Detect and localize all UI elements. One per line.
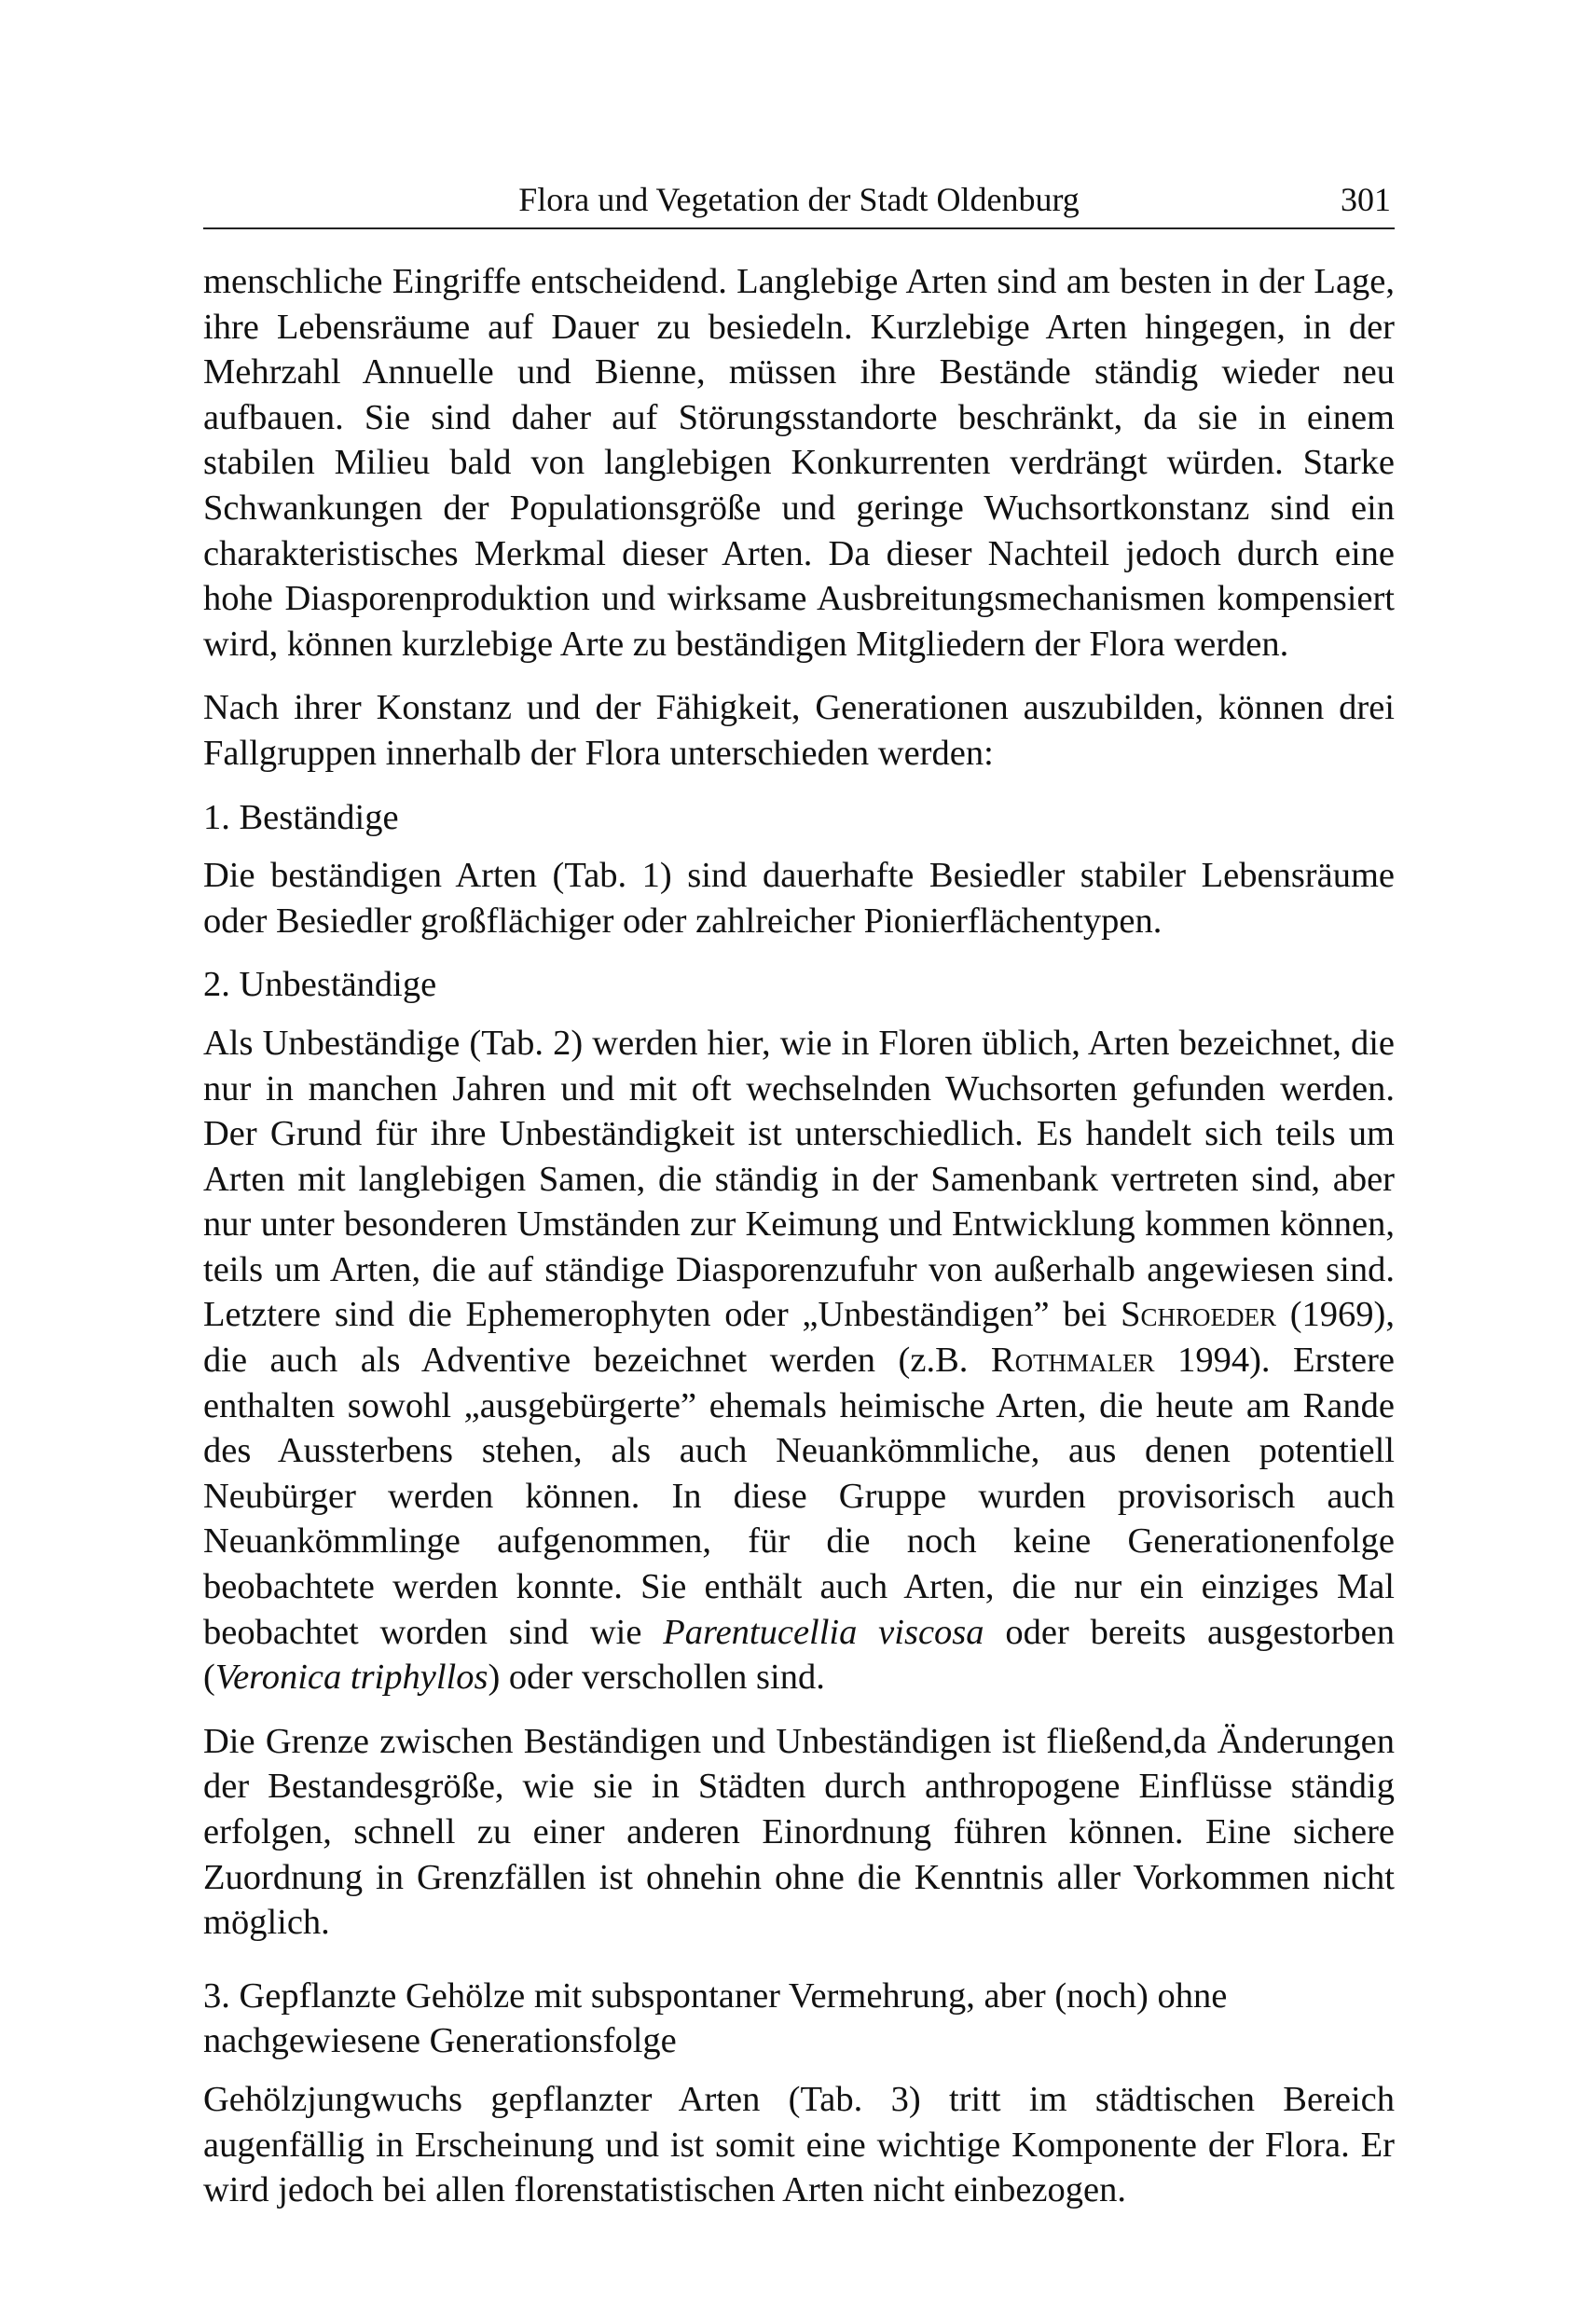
text-segment: (1969), die auch als Adventive bezeichnet werden (z.B. xyxy=(203,1295,1396,1381)
species-name: Veronica triphyllos xyxy=(214,1658,488,1698)
paragraph-unbestaendige xyxy=(203,1021,1395,1700)
paragraph-case-groups: Nach ihrer Konstanz und der Fähigkeit, Generationen auszubilden, können drei Fallgruppen innerhalb der Flora unterschieden werden: xyxy=(203,688,1395,773)
paragraph-bestaendige: Die beständigen Arten (Tab. 1) sind dauerhafte Besiedler stabiler Lebensräume oder Besiedler großflächiger oder zahlreicher Pionierflächentypen. xyxy=(203,856,1395,941)
paragraph-lifespan: menschliche Eingriffe entscheidend. Langlebige Arten sind am besten in der Lage, ihre Lebensräume auf Dauer zu besiedeln. Kurzlebige Arten hingegen, in der Mehrzahl Annuelle und Bienne, müssen ihre Bestände ständig wieder neu aufbauen. Sie sind daher auf Störungsstandorte beschränkt, da sie in einem stabilen Milieu bald von langlebigen Konkurrenten verdrängt würden. Starke Schwankungen der Populationsgröße und geringe Wuchsortkonstanz sind ein charakteristisches Merkmal dieser Arten. Da dieser Nachteil jedoch durch eine hohe Diasporenproduktion und wirksame Ausbreitungsmechanismen kompensiert wird, können kurzlebige Arte zu beständigen Mitgliedern der Flora werden. xyxy=(203,262,1395,664)
author-citation: Schroeder xyxy=(1121,1295,1276,1335)
text-segment: ) oder verschollen sind. xyxy=(488,1658,825,1698)
running-title: Flora und Vegetation der Stadt Oldenburg xyxy=(518,181,1080,218)
author-citation: Rothmaler xyxy=(990,1341,1155,1381)
page-number: 301 xyxy=(1341,181,1391,218)
paragraph-boundary: Die Grenze zwischen Beständigen und Unbeständigen ist fließend,da Änderungen der Bestandesgröße, wie sie in Städten durch anthropogene Einflüsse ständig erfolgen, schnell zu einer anderen Einordnung führen können. Eine sichere Zuordnung in Grenzfällen ist ohnehin ohne die Kenntnis aller Vorkommen nicht möglich. xyxy=(203,1721,1395,1943)
body-text xyxy=(203,259,1395,2232)
heading-bestaendige: 1. Beständige xyxy=(203,797,399,837)
species-name: Parentucellia viscosa xyxy=(663,1612,984,1652)
text-segment: 1994). Erstere enthalten sowohl „ausgebürgerte” ehemals heimische Arten, die heute am Rande des Aussterbens stehen, als auch Neuankömmliche, aus denen potentiell Neubürger werden können. In diese Gruppe wurden provisorisch auch Neuankömmlinge aufgenommen, für die noch keine Generationenfolge beobachtete werden konnte. Sie enthält auch Arten, die nur ein einziges Mal beobachtet worden sind wie xyxy=(203,1341,1396,1652)
text-segment: oder bereits ausgestorben ( xyxy=(203,1612,1396,1698)
heading-unbestaendige: 2. Unbeständige xyxy=(203,965,437,1005)
text-segment: Als Unbeständige (Tab. 2) werden hier, wie in Floren üblich, Arten bezeichnet, die nur in manchen Jahren und mit oft wechselnden Wuchsorten gefunden werden. Der Grund für ihre Unbeständigkeit ist unterschiedlich. Es handelt sich teils um Arten mit langlebigen Samen, die ständig in der Samenbank vertreten sind, aber nur unter besonderen Umständen zur Keimung und Entwicklung kommen können, teils um Arten, die auf ständige Diasporenzufuhr von außerhalb angewiesen sind. Letztere sind die Ephemerophyten oder „Unbeständigen” bei xyxy=(203,1023,1395,1335)
heading-planted-woody: 3. Gepflanzte Gehölze mit subspontaner Vermehrung, aber (noch) ohne nachgewiesene Generationsfolge xyxy=(203,1975,1228,2061)
running-header xyxy=(203,175,1395,229)
paragraph-planted-woody: Gehölzjungwuchs gepflanzter Arten (Tab. 3) tritt im städtischen Bereich augenfällig in Erscheinung und ist somit eine wichtige Komponente der Flora. Er wird jedoch bei allen florenstatistischen Arten nicht einbezogen. xyxy=(203,2079,1395,2210)
